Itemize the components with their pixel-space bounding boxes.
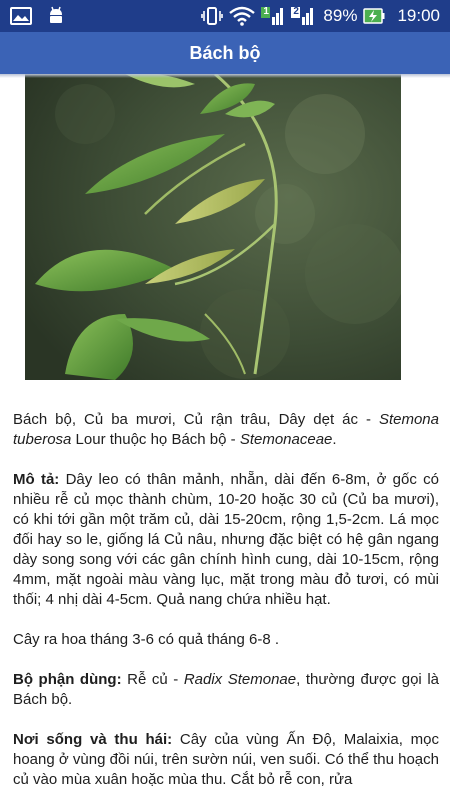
plant-photo	[25, 74, 401, 380]
article-scroll[interactable]	[0, 74, 450, 800]
sim1-label: 1	[263, 6, 269, 17]
gallery-icon	[10, 7, 32, 25]
intro-paragraph: Bách bộ, Củ ba mươi, Củ rận trâu, Dây dẹt ác - Stemona tuberosa Lour thuộc họ Bách bộ - Stemonaceae.	[13, 411, 439, 448]
clock: 19:00	[397, 6, 440, 25]
article-body	[13, 410, 439, 800]
status-bar	[0, 0, 450, 32]
habitat-label: Nơi sống và thu hái:	[13, 731, 173, 748]
scientific-name: Stemona tuberosa	[13, 411, 439, 448]
description-label: Mô tả:	[13, 471, 60, 488]
vibrate-icon	[201, 6, 223, 26]
part-scientific-name: Radix Stemonae	[183, 671, 297, 688]
app-bar-shadow	[0, 74, 450, 78]
signal-sim1-icon	[261, 5, 285, 27]
part-used-label: Bộ phận dùng:	[13, 671, 122, 688]
sim2-label: 2	[293, 6, 299, 17]
flowering-paragraph: Cây ra hoa tháng 3-6 có quả tháng 6-8 .	[13, 631, 280, 648]
wifi-icon	[229, 6, 255, 26]
app-bar	[0, 32, 450, 74]
habitat-paragraph: Nơi sống và thu hái: Cây của vùng Ấn Độ, Malaixia, mọc hoang ở vùng đồi núi, trên sườn núi, ven suối. Có thể thu hoạch củ vào mùa xuân hoặc mùa thu. Cắt bỏ rễ con, rửa	[13, 731, 439, 788]
battery-percent: 89%	[323, 6, 358, 25]
page-title: Bách bộ	[189, 42, 261, 63]
family-name: Stemonaceae	[239, 431, 333, 448]
battery-charging-icon	[363, 6, 385, 26]
android-icon	[46, 6, 66, 26]
description-paragraph: Mô tả: Dây leo có thân mảnh, nhẵn, dài đến 6-8m, ở gốc có nhiều rễ củ mọc thành chùm, 10-20 hoặc 30 củ (Củ ba mươi), có khi tới gần một trăm củ, dài 15-20cm, rộng 1,5-2cm. Lá mọc đối hay so le, giống lá Củ nâu, nhưng đặc biệt có hệ gân ngang dày song song với các gân chính hình cung, dài 10-15cm, rộng 4mm, mặt ngoài màu vàng lục, mặt trong màu đỏ tươi, có mùi thối; 4 nhị dài 4-5cm. Quả nang chứa nhiều hạt.	[13, 471, 439, 608]
signal-sim2-icon	[291, 5, 315, 27]
part-used-paragraph: Bộ phận dùng: Rễ củ - Radix Stemonae, thường được gọi là Bách bộ.	[13, 671, 439, 708]
